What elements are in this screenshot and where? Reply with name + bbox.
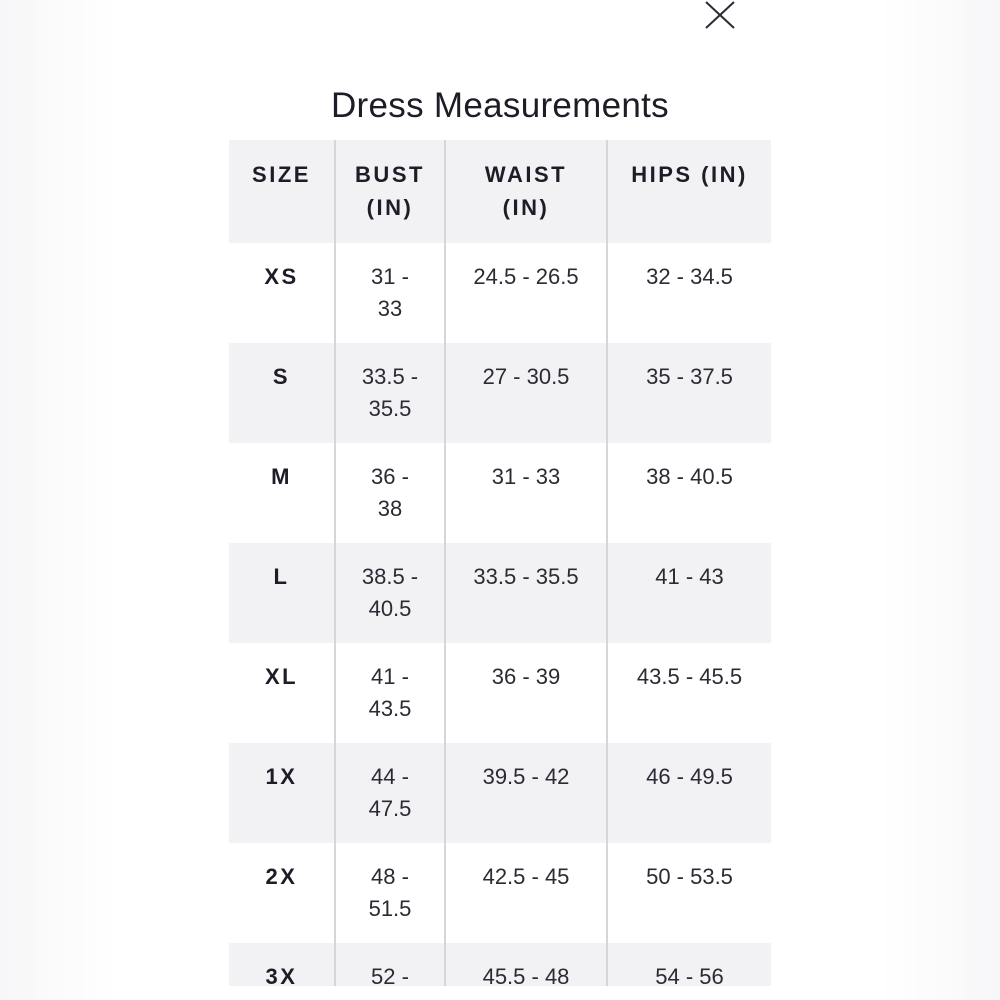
waist-cell: 39.5 - 42	[445, 743, 607, 843]
bust-cell	[335, 943, 445, 986]
table-row	[229, 843, 771, 943]
header-bust: BUST (IN)	[335, 140, 445, 243]
bust-value: 38.5 - 40.5	[361, 564, 419, 621]
hips-cell: 46 - 49.5	[607, 743, 771, 843]
size-cell: M	[271, 464, 292, 489]
header-size: SIZE	[252, 162, 311, 187]
size-cell: XS	[264, 264, 299, 289]
bust-value: 41 - 43.5	[368, 664, 412, 721]
close-icon	[703, 0, 737, 30]
modal-title: Dress Measurements	[330, 86, 669, 125]
bust-value: 44 - 47.5	[368, 764, 412, 821]
table-row	[229, 543, 771, 643]
hips-cell: 41 - 43	[607, 543, 771, 643]
size-table	[229, 140, 771, 986]
table-row	[229, 943, 771, 986]
table-row	[229, 443, 771, 543]
bust-cell	[335, 343, 445, 443]
waist-cell: 42.5 - 45	[445, 843, 607, 943]
table-row	[229, 343, 771, 443]
waist-cell: 31 - 33	[445, 443, 607, 543]
hips-cell: 54 - 56	[607, 943, 771, 986]
table-header-row	[229, 140, 771, 243]
waist-cell: 36 - 39	[445, 643, 607, 743]
bust-cell	[335, 743, 445, 843]
bust-value: 48 - 51.5	[368, 864, 412, 921]
bust-cell	[335, 243, 445, 343]
table-row	[229, 643, 771, 743]
hips-cell: 43.5 - 45.5	[607, 643, 771, 743]
size-cell: S	[272, 364, 291, 389]
hips-cell: 35 - 37.5	[607, 343, 771, 443]
header-hips: HIPS (IN)	[607, 140, 771, 243]
size-cell: 1X	[265, 764, 298, 789]
bust-value: 36 - 38	[371, 464, 409, 521]
bust-value: 31 - 33	[371, 264, 409, 321]
bust-cell	[335, 543, 445, 643]
size-cell: L	[273, 564, 290, 589]
hips-cell: 32 - 34.5	[607, 243, 771, 343]
waist-cell: 24.5 - 26.5	[445, 243, 607, 343]
bust-value: 33.5 - 35.5	[361, 364, 419, 421]
waist-cell: 33.5 - 35.5	[445, 543, 607, 643]
header-waist: WAIST (IN)	[445, 140, 607, 243]
size-table-container[interactable]	[229, 140, 771, 986]
bust-cell	[335, 643, 445, 743]
table-row	[229, 243, 771, 343]
bust-cell	[335, 843, 445, 943]
size-cell: 3X	[265, 964, 298, 986]
hips-cell: 50 - 53.5	[607, 843, 771, 943]
hips-cell: 38 - 40.5	[607, 443, 771, 543]
waist-cell: 45.5 - 48	[445, 943, 607, 986]
bust-cell	[335, 443, 445, 543]
bust-value: 52 -	[371, 964, 409, 986]
waist-cell: 27 - 30.5	[445, 343, 607, 443]
size-cell: 2X	[265, 864, 298, 889]
close-button[interactable]	[703, 0, 737, 30]
table-row	[229, 743, 771, 843]
size-cell: XL	[264, 664, 299, 689]
